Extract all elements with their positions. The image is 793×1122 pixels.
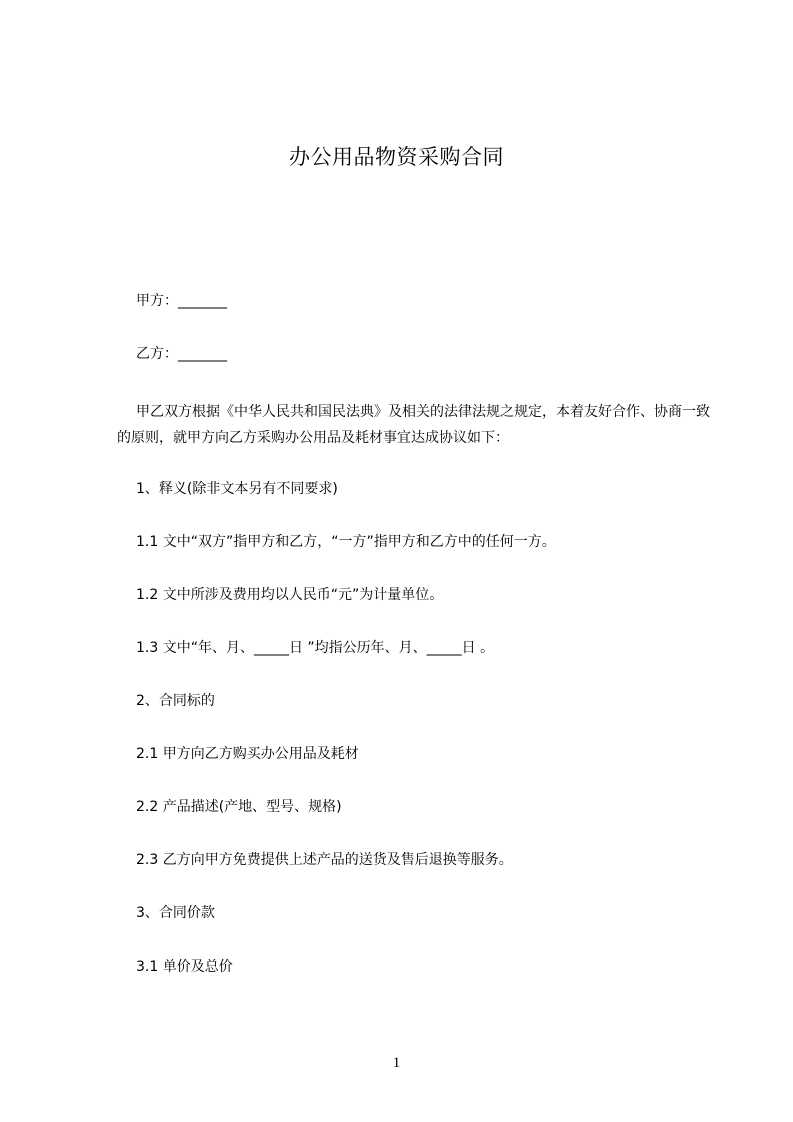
clause-1-2: 1.2 文中所涉及费用均以人民币“元”为计量单位。 bbox=[136, 587, 444, 603]
page-number: 1 bbox=[392, 1055, 401, 1071]
clause-1-3: 1.3 文中“年、月、_____日 ”均指公历年、月、_____日 。 bbox=[136, 640, 495, 656]
section-1-heading: 1、释义(除非文本另有不同要求) bbox=[136, 481, 338, 497]
clause-1-1: 1.1 文中“双方”指甲方和乙方，“一方”指甲方和乙方中的任何一方。 bbox=[136, 534, 556, 550]
clause-2-2: 2.2 产品描述(产地、型号、规格) bbox=[136, 799, 342, 815]
section-2-heading: 2、合同标的 bbox=[136, 693, 215, 709]
clause-3-1: 3.1 单价及总价 bbox=[136, 959, 233, 975]
clause-2-1: 2.1 甲方向乙方购买办公用品及耗材 bbox=[136, 746, 359, 762]
section-3-heading: 3、合同价款 bbox=[136, 905, 215, 921]
party-b-line: 乙方：_______ bbox=[136, 346, 227, 362]
party-a-line: 甲方：_______ bbox=[136, 293, 227, 309]
intro-paragraph: 甲乙双方根据《中华人民共和国民法典》及相关的法律法规之规定，本着友好合作、协商一致的原则，就甲方向乙方采购办公用品及耗材事宜达成协议如下： bbox=[117, 404, 710, 446]
document-title: 办公用品物资采购合同 bbox=[289, 145, 504, 169]
clause-2-3: 2.3 乙方向甲方免费提供上述产品的送货及售后退换等服务。 bbox=[136, 852, 513, 868]
